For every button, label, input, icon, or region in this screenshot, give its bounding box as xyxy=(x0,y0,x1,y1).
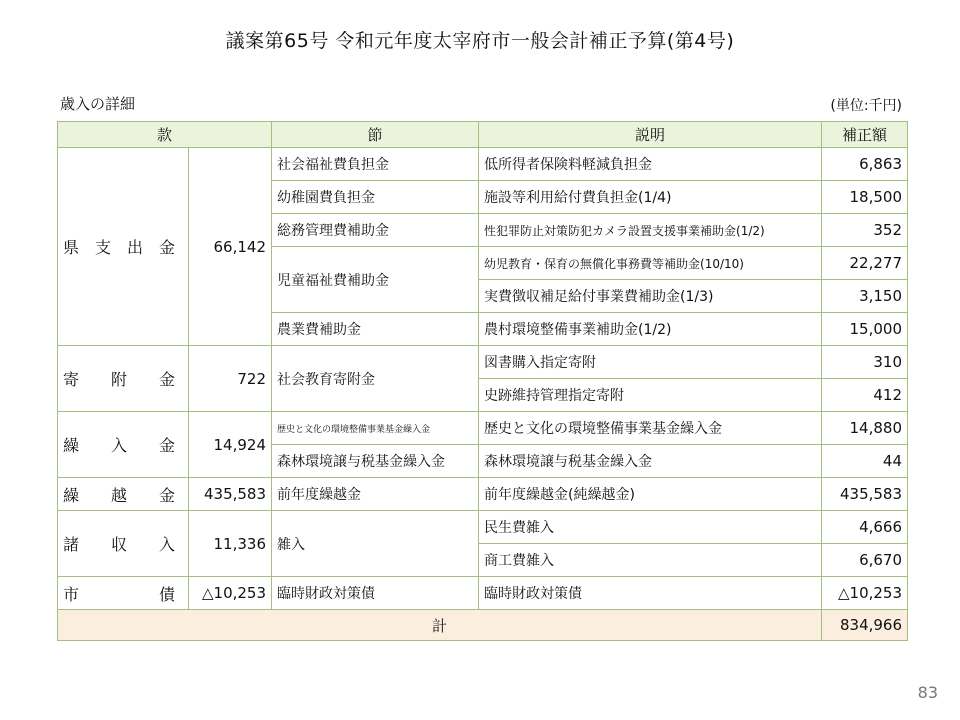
amount-cell: 412 xyxy=(822,379,908,412)
amount-cell: 352 xyxy=(822,214,908,247)
description-cell: 施設等利用給付費負担金(1/4) xyxy=(479,181,822,214)
kan-label: 市 債 xyxy=(63,584,175,604)
description-cell: 民生費雑入 xyxy=(479,511,822,544)
description-cell: 低所得者保険料軽減負担金 xyxy=(479,148,822,181)
kan-cell xyxy=(58,478,189,511)
description-cell: 幼児教育・保育の無償化事務費等補助金(10/10) xyxy=(479,247,822,280)
header-amount: 補正額 xyxy=(822,122,908,148)
kan-cell xyxy=(58,412,189,478)
total-label: 計 xyxy=(58,610,822,641)
table-header-row xyxy=(58,122,908,148)
table-row xyxy=(58,148,908,181)
table-row xyxy=(58,346,908,379)
setsu-cell: 社会福祉費負担金 xyxy=(272,148,479,181)
setsu-cell: 児童福祉費補助金 xyxy=(272,247,479,313)
table-row xyxy=(58,577,908,610)
kan-cell xyxy=(58,346,189,412)
setsu-cell: 総務管理費補助金 xyxy=(272,214,479,247)
kan-label: 諸 収 入 xyxy=(63,535,175,554)
description-cell: 臨時財政対策債 xyxy=(479,577,822,610)
kan-amount: 11,336 xyxy=(189,511,272,577)
description-cell: 森林環境譲与税基金繰入金 xyxy=(479,445,822,478)
header-setsumei: 説明 xyxy=(479,122,822,148)
revenue-detail-table xyxy=(57,121,908,641)
kan-cell xyxy=(58,511,189,577)
description-cell: 実費徴収補足給付事業費補助金(1/3) xyxy=(479,280,822,313)
description-cell: 歴史と文化の環境整備事業基金繰入金 xyxy=(479,412,822,445)
amount-cell: 18,500 xyxy=(822,181,908,214)
setsu-cell: 幼稚園費負担金 xyxy=(272,181,479,214)
kan-amount: 722 xyxy=(189,346,272,412)
page-title: 議案第65号 令和元年度太宰府市一般会計補正予算(第4号) xyxy=(225,30,735,52)
table-row xyxy=(58,478,908,511)
kan-label: 県 支 出 金 xyxy=(63,238,175,257)
amount-cell: 6,863 xyxy=(822,148,908,181)
amount-cell: 15,000 xyxy=(822,313,908,346)
description-cell: 史跡維持管理指定寄附 xyxy=(479,379,822,412)
amount-cell: △10,253 xyxy=(822,577,908,610)
section-subtitle: 歳入の詳細 xyxy=(60,95,136,113)
page-number: 83 xyxy=(917,683,938,702)
amount-cell: 6,670 xyxy=(822,544,908,577)
amount-cell: 22,277 xyxy=(822,247,908,280)
amount-cell: 44 xyxy=(822,445,908,478)
header-setsu: 節 xyxy=(272,122,479,148)
unit-label: (単位:千円) xyxy=(830,98,902,114)
kan-amount: 14,924 xyxy=(189,412,272,478)
setsu-cell: 農業費補助金 xyxy=(272,313,479,346)
description-cell: 図書購入指定寄附 xyxy=(479,346,822,379)
kan-label: 繰 入 金 xyxy=(63,436,175,455)
setsu-cell: 臨時財政対策債 xyxy=(272,577,479,610)
setsu-cell: 森林環境譲与税基金繰入金 xyxy=(272,445,479,478)
table-row xyxy=(58,511,908,544)
kan-amount: 66,142 xyxy=(189,148,272,346)
setsu-cell: 雑入 xyxy=(272,511,479,577)
amount-cell: 435,583 xyxy=(822,478,908,511)
total-row xyxy=(58,610,908,641)
table-row xyxy=(58,412,908,445)
kan-label: 繰 越 金 xyxy=(63,485,175,505)
kan-label: 寄 附 金 xyxy=(63,370,175,389)
amount-cell: 3,150 xyxy=(822,280,908,313)
setsu-cell: 社会教育寄附金 xyxy=(272,346,479,412)
amount-cell: 4,666 xyxy=(822,511,908,544)
header-kan: 款 xyxy=(58,122,272,148)
description-cell: 前年度繰越金(純繰越金) xyxy=(479,478,822,511)
total-amount: 834,966 xyxy=(822,610,908,641)
amount-cell: 14,880 xyxy=(822,412,908,445)
kan-cell xyxy=(58,577,189,610)
setsu-cell: 前年度繰越金 xyxy=(272,478,479,511)
description-cell: 商工費雑入 xyxy=(479,544,822,577)
kan-amount: 435,583 xyxy=(189,478,272,511)
description-cell: 性犯罪防止対策防犯カメラ設置支援事業補助金(1/2) xyxy=(479,214,822,247)
description-cell: 農村環境整備事業補助金(1/2) xyxy=(479,313,822,346)
kan-amount: △10,253 xyxy=(189,577,272,610)
kan-cell xyxy=(58,148,189,346)
setsu-cell: 歴史と文化の環境整備事業基金繰入金 xyxy=(272,412,479,445)
amount-cell: 310 xyxy=(822,346,908,379)
